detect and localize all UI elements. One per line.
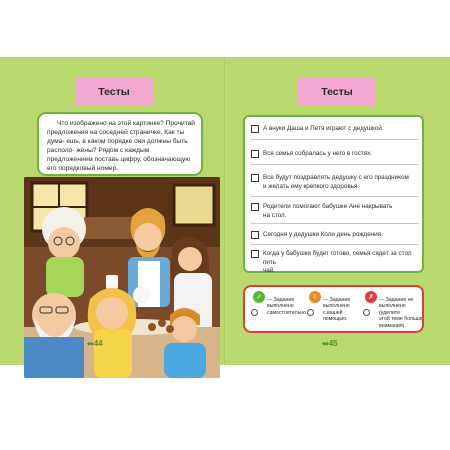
instructions-line: обозначающую его порядковый номер. [47,156,191,172]
legend-line: выполнено [323,303,350,310]
legend-icons [363,291,377,323]
test-sentence [263,231,383,240]
grading-legend [243,285,424,333]
test-line: Когда у бабушки будет готово, семья сядет за стол пить [263,250,412,266]
answer-checkbox[interactable] [251,231,259,239]
legend-line: (уделите [379,309,401,316]
test-sentence [263,174,409,191]
legend-text [267,291,308,316]
test-line: и желать ему крепкого здоровья. [263,182,360,190]
right-tab-label: Тесты [321,86,353,98]
test-line: на стол. [263,211,287,219]
test-item [251,250,421,276]
instructions-line: жены? Рядом с каждым предложением поставь цифру, [47,147,150,163]
test-item [251,174,421,191]
answer-checkbox[interactable] [251,150,259,158]
legend-line: — Задание не [379,297,414,303]
thumbs-down-icon: ✗ [365,291,377,303]
test-line: Родители помогают бабушке Ане накрывать [263,203,393,210]
instructions-line: Что изображено на этой картинке? Прочитай [57,120,195,127]
legend-line: помощью. [323,316,348,323]
test-line: А внуки Даша и Петя играют с дедушкой. [263,125,384,132]
right-page-number-text: 45 [328,339,338,348]
legend-line: — Задание [323,297,351,303]
legend-icons [307,291,321,323]
test-line: чай. [263,267,276,275]
divider [251,164,419,165]
book-spine [224,57,226,365]
legend-line: самостоятельно. [267,309,308,316]
test-sentence [263,203,392,220]
family-scene-picture [24,177,220,378]
legend-line: — Задание [267,297,295,303]
legend-line: с вашей [323,309,343,316]
page-number-ornament: ◆◆ [322,340,328,347]
legend-text [379,291,423,329]
tests-box [243,115,424,273]
test-sentence [263,250,421,276]
legend-radio[interactable] [307,309,314,316]
test-sentence [263,150,372,159]
thumbs-up-icon: ✓ [253,291,265,303]
instructions-line: предложения на соседней страничке. Как ты дума- [47,129,185,145]
answer-checkbox[interactable] [251,203,259,211]
left-page-number-text: 44 [93,339,103,348]
legend-item-help [307,291,361,323]
test-item [251,150,421,159]
family-illustration [24,177,220,378]
instructions-text [47,119,196,173]
book-spread [0,57,450,365]
left-tab-label: Тесты [98,86,130,98]
ok-hand-icon: ✌ [309,291,321,303]
divider [251,139,419,140]
legend-line: этой теме больше [379,316,423,323]
legend-item-not-done [363,291,423,329]
test-line: Вся семья собралась у него в гостях. [263,150,372,157]
legend-line: внимания). [379,322,406,329]
answer-checkbox[interactable] [251,125,259,133]
answer-checkbox[interactable] [251,174,259,182]
legend-text [323,291,361,323]
legend-radio[interactable] [363,309,370,316]
test-sentence [263,125,384,134]
divider [251,223,419,224]
instructions-line: ешь, в каком порядке они должны быть располо- [47,138,188,154]
test-item [251,203,421,220]
legend-radio[interactable] [251,309,258,316]
instructions-box [37,112,203,176]
right-page-tab-title [298,78,376,106]
legend-item-self [251,291,308,323]
right-page-number [322,339,338,348]
left-page-tab-title [75,78,153,106]
left-page-number [87,339,103,348]
legend-icons [251,291,265,323]
answer-checkbox[interactable] [251,250,259,258]
legend-line: выполнено [267,303,294,310]
test-item [251,231,421,240]
test-item [251,125,421,134]
test-line: Все будут поздравлять дедушку с его праздником [263,174,409,181]
legend-line: выполнено [379,303,406,310]
divider [251,196,419,197]
test-line: Сегодня у дедушки Коли день рождения. [263,231,383,238]
divider [251,244,419,245]
page-number-ornament: ◆◆ [87,340,93,347]
